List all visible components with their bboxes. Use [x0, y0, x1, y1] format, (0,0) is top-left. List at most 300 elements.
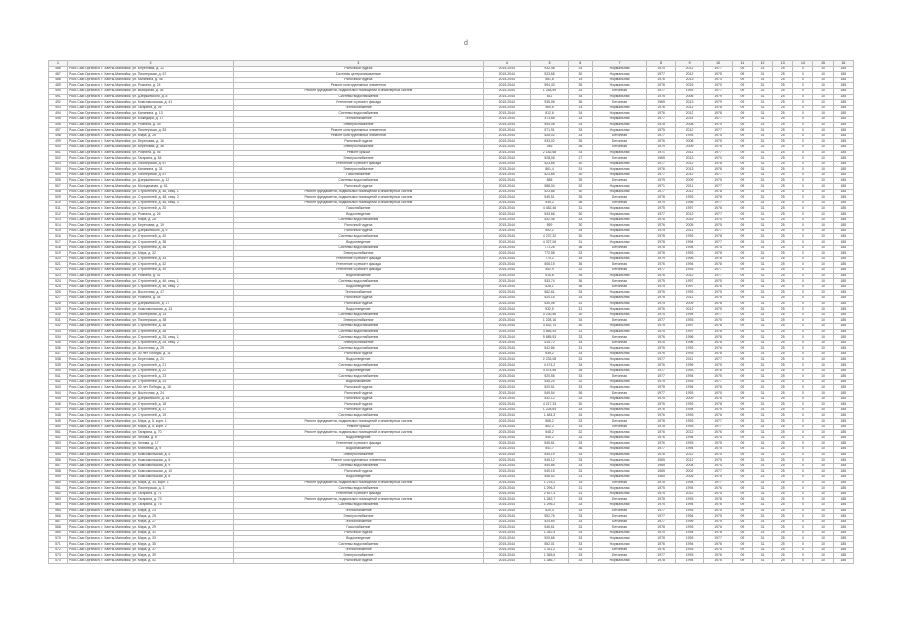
- value-cell: 31: [752, 396, 772, 402]
- value-cell: 31: [752, 463, 772, 469]
- value-cell: 185: [833, 295, 853, 301]
- address-cell: Росс.Сазг.Оргзнасп. г. Ханты-Мансийск, ул. Дзержинского, д. 34: [67, 396, 233, 402]
- row-number: 556: [49, 458, 68, 464]
- value-cell: 10: [813, 452, 833, 458]
- value-cell: 10: [813, 374, 833, 380]
- value-cell: 31: [752, 474, 772, 480]
- year-built-cell: 1976: [647, 290, 675, 296]
- work-type-cell: Электроснабжение: [234, 318, 483, 324]
- year-built-cell: 1978: [647, 122, 675, 128]
- value-cell: 09: [732, 553, 752, 559]
- code-cell: 34: [569, 318, 593, 324]
- state-cell: Нормальная: [592, 206, 647, 212]
- value-cell: 09: [732, 200, 752, 206]
- state-cell: Нормальная: [592, 458, 647, 464]
- value-cell: 25: [773, 200, 793, 206]
- value-cell: 10: [813, 122, 833, 128]
- value-cell: 185: [833, 161, 853, 167]
- year-built-cell: 1979: [647, 256, 675, 262]
- value-cell: 185: [833, 508, 853, 514]
- work-type-cell: Системы водоснабжения: [234, 312, 483, 318]
- row-number: 565: [49, 508, 68, 514]
- address-cell: Росс.Сазг.Оргзнасп. г. Ханты-Мансийск, ул. Рознина, д. 24: [67, 83, 233, 89]
- work-type-cell: Ремонт фундамента, подвальных помещений и инженерных систем: [234, 419, 483, 425]
- year-built-cell: 1975: [647, 228, 675, 234]
- value-cell: 185: [833, 458, 853, 464]
- address-cell: Росс.Сазг.Оргзнасп. г. Ханты-Мансийск, ул. Гагарина, д. 54: [67, 156, 233, 162]
- work-type-cell: Рыночный чудеса: [234, 402, 483, 408]
- value-cell: 25: [773, 245, 793, 251]
- address-cell: Росс.Сазг.Оргзнасп. г. Ханты-Мансийск, ул. Мира, д. 5, корп. 1: [67, 419, 233, 425]
- address-cell: Росс.Сазг.Оргзнасп. г. Ханты-Мансийск, ул. Строителей, д. 40: [67, 234, 233, 240]
- value-cell: 09: [732, 234, 752, 240]
- state-cell: Нормальная: [592, 150, 647, 156]
- value-cell: 31: [752, 139, 772, 145]
- code-cell: 30: [569, 234, 593, 240]
- value-cell: 0: [793, 530, 813, 536]
- row-number: 513: [49, 217, 68, 223]
- year-built-cell: 1975: [647, 530, 675, 536]
- year-built-cell: 1978: [647, 295, 675, 301]
- value-cell: 185: [833, 446, 853, 452]
- year-built-cell: 1976: [647, 139, 675, 145]
- row-number: 495: [49, 116, 68, 122]
- year-commission-cell: 1977: [704, 212, 732, 218]
- column-header: 9: [675, 61, 703, 67]
- value-cell: 0: [793, 446, 813, 452]
- state-cell: Нормальная: [592, 368, 647, 374]
- value-cell: 0: [793, 307, 813, 313]
- year-repair-cell: 2012: [675, 452, 703, 458]
- value-cell: 10: [813, 212, 833, 218]
- value-cell: 09: [732, 88, 752, 94]
- year-commission-cell: 1975: [704, 178, 732, 184]
- year-commission-cell: 1975: [704, 72, 732, 78]
- code-cell: 33: [569, 116, 593, 122]
- work-type-cell: Системы водоснабжения: [234, 234, 483, 240]
- value-cell: 25: [773, 307, 793, 313]
- year-repair-cell: 1994: [675, 502, 703, 508]
- area-cell: 588,04: [531, 184, 569, 190]
- code-cell: 31: [569, 206, 593, 212]
- area-cell: 546,61: [531, 525, 569, 531]
- value-cell: 31: [752, 514, 772, 520]
- value-cell: 185: [833, 105, 853, 111]
- row-number: 536: [49, 346, 68, 352]
- value-cell: 09: [732, 486, 752, 492]
- value-cell: 185: [833, 167, 853, 173]
- value-cell: 09: [732, 284, 752, 290]
- year-commission-cell: 1977: [704, 357, 732, 363]
- area-cell: 346: [531, 144, 569, 150]
- year-built-cell: 1965: [647, 463, 675, 469]
- value-cell: 10: [813, 385, 833, 391]
- value-cell: 09: [732, 273, 752, 279]
- value-cell: 10: [813, 558, 833, 564]
- year-repair-cell: 2011: [675, 184, 703, 190]
- code-cell: 33: [569, 441, 593, 447]
- value-cell: 31: [752, 72, 772, 78]
- value-cell: 31: [752, 206, 772, 212]
- value-cell: 09: [732, 413, 752, 419]
- address-cell: Росс.Сазг.Оргзнасп. г. Ханты-Мансийск, ул. Береговая, д. 21: [67, 357, 233, 363]
- code-cell: 30: [569, 312, 593, 318]
- area-cell: 528,06: [531, 156, 569, 162]
- value-cell: 185: [833, 279, 853, 285]
- value-cell: 25: [773, 363, 793, 369]
- state-cell: Бетонная: [592, 144, 647, 150]
- value-cell: 185: [833, 335, 853, 341]
- code-cell: 33: [569, 374, 593, 380]
- value-cell: 0: [793, 335, 813, 341]
- state-cell: Нормальная: [592, 407, 647, 413]
- row-number: 516: [49, 234, 68, 240]
- area-cell: 535,2: [531, 200, 569, 206]
- code-cell: 34: [569, 228, 593, 234]
- value-cell: 31: [752, 530, 772, 536]
- state-cell: Нормальная: [592, 357, 647, 363]
- value-cell: 185: [833, 128, 853, 134]
- year-repair-cell: 1993: [675, 379, 703, 385]
- address-cell: Росс.Сазг.Оргзнасп. г. Ханты-Мансийск, ул. Рознина, д. 26: [67, 212, 233, 218]
- state-cell: Нормальная: [592, 474, 647, 480]
- value-cell: 09: [732, 514, 752, 520]
- address-cell: Росс.Сазг.Оргзнасп. г. Ханты-Мансийск, ул. Строителей, д. 25, секц. 2: [67, 340, 233, 346]
- area-cell: 568,2: [531, 419, 569, 425]
- work-type-cell: Водоотведение: [234, 307, 483, 313]
- row-number: 538: [49, 357, 68, 363]
- code-cell: 27: [569, 156, 593, 162]
- year-commission-cell: 1978: [704, 385, 732, 391]
- code-cell: 33: [569, 251, 593, 257]
- row-number: 520: [49, 256, 68, 262]
- period-cell: 2015-2044: [483, 346, 530, 352]
- value-cell: 09: [732, 223, 752, 229]
- code-cell: 35: [569, 195, 593, 201]
- row-number: 502: [49, 156, 68, 162]
- code-cell: 31: [569, 240, 593, 246]
- value-cell: 0: [793, 200, 813, 206]
- area-cell: 932,48: [531, 66, 569, 72]
- work-type-cell: Водоотведение: [234, 212, 483, 218]
- state-cell: Нормальная: [592, 223, 647, 229]
- area-cell: 544,88: [531, 463, 569, 469]
- year-repair-cell: 1995: [675, 256, 703, 262]
- code-cell: 33: [569, 558, 593, 564]
- value-cell: 31: [752, 267, 772, 273]
- area-cell: 542,86: [531, 346, 569, 352]
- year-built-cell: 1978: [647, 558, 675, 564]
- period-cell: 2015-2044: [483, 133, 530, 139]
- row-number: 573: [49, 553, 68, 559]
- value-cell: 31: [752, 351, 772, 357]
- value-cell: 09: [732, 430, 752, 436]
- value-cell: 185: [833, 486, 853, 492]
- code-cell: 36: [569, 200, 593, 206]
- area-cell: 533,02: [531, 139, 569, 145]
- value-cell: 31: [752, 251, 772, 257]
- code-cell: 33: [569, 357, 593, 363]
- row-number: 531: [49, 318, 68, 324]
- area-cell: 1 296,2: [531, 502, 569, 508]
- value-cell: 25: [773, 83, 793, 89]
- value-cell: 0: [793, 100, 813, 106]
- code-cell: 33: [569, 469, 593, 475]
- state-cell: Нормальная: [592, 346, 647, 352]
- year-repair-cell: 1995: [675, 363, 703, 369]
- value-cell: 0: [793, 116, 813, 122]
- value-cell: 31: [752, 273, 772, 279]
- value-cell: 25: [773, 290, 793, 296]
- value-cell: 185: [833, 340, 853, 346]
- year-repair-cell: 1993: [675, 536, 703, 542]
- value-cell: 0: [793, 368, 813, 374]
- row-number: 511: [49, 206, 68, 212]
- area-cell: 541,7: [531, 446, 569, 452]
- value-cell: 0: [793, 273, 813, 279]
- period-cell: 2015-2044: [483, 267, 530, 273]
- year-repair-cell: 2006: [675, 94, 703, 100]
- value-cell: 0: [793, 228, 813, 234]
- address-cell: Росс.Сазг.Оргзнасп. г. Ханты-Мансийск, ул. Дзержинского, д. 17: [67, 301, 233, 307]
- value-cell: 09: [732, 195, 752, 201]
- value-cell: 09: [732, 396, 752, 402]
- work-type-cell: Теплоснабжение: [234, 116, 483, 122]
- period-cell: 2015-2044: [483, 150, 530, 156]
- year-built-cell: 1977: [647, 519, 675, 525]
- value-cell: 09: [732, 128, 752, 134]
- address-cell: Росс.Сазг.Оргзнасп. г. Ханты-Мансийск, ул. Комсомольская, д. 5: [67, 452, 233, 458]
- address-cell: Росс.Сазг.Оргзнасп. г. Ханты-Мансийск, ул. Калинина, д. 13: [67, 111, 233, 117]
- value-cell: 185: [833, 284, 853, 290]
- year-built-cell: 1976: [647, 111, 675, 117]
- year-commission-cell: 1976: [704, 323, 732, 329]
- value-cell: 09: [732, 419, 752, 425]
- year-built-cell: 1965: [647, 469, 675, 475]
- address-cell: Росс.Сазг.Оргзнасп. г. Ханты-Мансийск, ул. Гагарина, д. 71: [67, 491, 233, 497]
- area-cell: 811: [531, 94, 569, 100]
- row-number: 501: [49, 150, 68, 156]
- value-cell: 25: [773, 396, 793, 402]
- value-cell: 10: [813, 346, 833, 352]
- period-cell: 2015-2044: [483, 290, 530, 296]
- state-cell: Нормальная: [592, 402, 647, 408]
- period-cell: 2015-2044: [483, 251, 530, 257]
- state-cell: Нормальная: [592, 530, 647, 536]
- value-cell: 09: [732, 77, 752, 83]
- value-cell: 185: [833, 66, 853, 72]
- value-cell: 0: [793, 329, 813, 335]
- value-cell: 0: [793, 262, 813, 268]
- period-cell: 2015-2044: [483, 100, 530, 106]
- period-cell: 2015-2044: [483, 122, 530, 128]
- row-number: 526: [49, 290, 68, 296]
- area-cell: 4 237,32: [531, 234, 569, 240]
- value-cell: 10: [813, 413, 833, 419]
- value-cell: 09: [732, 122, 752, 128]
- value-cell: 185: [833, 452, 853, 458]
- value-cell: 09: [732, 329, 752, 335]
- row-number: 529: [49, 307, 68, 313]
- area-cell: 528,02: [531, 133, 569, 139]
- work-type-cell: Ремонт фундамента, подвальных помещений и инженерных систем: [234, 200, 483, 206]
- state-cell: Бетонная: [592, 340, 647, 346]
- value-cell: 31: [752, 111, 772, 117]
- area-cell: 771,26: [531, 245, 569, 251]
- code-cell: 31: [569, 486, 593, 492]
- area-cell: 544,08: [531, 122, 569, 128]
- year-repair-cell: 1993: [675, 424, 703, 430]
- value-cell: 31: [752, 357, 772, 363]
- address-cell: Росс.Сазг.Оргзнасп. г. Ханты-Мансийск, ул. Мира, д. 25: [67, 133, 233, 139]
- value-cell: 09: [732, 156, 752, 162]
- value-cell: 10: [813, 536, 833, 542]
- value-cell: 10: [813, 105, 833, 111]
- row-number: 561: [49, 486, 68, 492]
- year-built-cell: 1965: [647, 156, 675, 162]
- value-cell: 185: [833, 240, 853, 246]
- year-repair-cell: 1993: [675, 318, 703, 324]
- address-cell: Росс.Сазг.Оргзнасп. г. Ханты-Мансийск, ул. Комсомольская, д. 13: [67, 307, 233, 313]
- year-built-cell: 1975: [647, 284, 675, 290]
- year-commission-cell: 1975: [704, 435, 732, 441]
- row-number: 504: [49, 167, 68, 173]
- value-cell: 0: [793, 536, 813, 542]
- address-cell: Росс.Сазг.Оргзнасп. г. Ханты-Мансийск, ул. Пионерская, д. 3: [67, 486, 233, 492]
- value-cell: 25: [773, 217, 793, 223]
- value-cell: 185: [833, 318, 853, 324]
- value-cell: 31: [752, 486, 772, 492]
- value-cell: 31: [752, 66, 772, 72]
- value-cell: 185: [833, 245, 853, 251]
- value-cell: 09: [732, 111, 752, 117]
- work-type-cell: Водоснабжение: [234, 379, 483, 385]
- value-cell: 185: [833, 424, 853, 430]
- value-cell: 10: [813, 245, 833, 251]
- year-built-cell: 1976: [647, 441, 675, 447]
- year-built-cell: 1977: [647, 267, 675, 273]
- code-cell: 33: [569, 508, 593, 514]
- code-cell: 32: [569, 184, 593, 190]
- year-repair-cell: 2012: [675, 128, 703, 134]
- value-cell: 10: [813, 430, 833, 436]
- year-built-cell: 1976: [647, 363, 675, 369]
- year-built-cell: 1965: [647, 458, 675, 464]
- period-cell: 2015-2044: [483, 116, 530, 122]
- year-repair-cell: 1993: [675, 251, 703, 257]
- value-cell: 25: [773, 486, 793, 492]
- row-number: 540: [49, 368, 68, 374]
- column-header: 12: [752, 61, 772, 67]
- year-built-cell: 1976: [647, 307, 675, 313]
- work-type-cell: Системы централизованные: [234, 72, 483, 78]
- address-cell: Росс.Сазг.Оргзнасп. г. Ханты-Мансийск, ул. Божедара, д. 17: [67, 116, 233, 122]
- address-cell: Росс.Сазг.Оргзнасп. г. Ханты-Мансийск, ул. Береговая, д. 19: [67, 223, 233, 229]
- value-cell: 09: [732, 458, 752, 464]
- value-cell: 0: [793, 514, 813, 520]
- value-cell: 25: [773, 128, 793, 134]
- address-cell: Росс.Сазг.Оргзнасп. г. Ханты-Мансийск, ул. Строителей, д. 22: [67, 368, 233, 374]
- value-cell: 0: [793, 318, 813, 324]
- value-cell: 0: [793, 284, 813, 290]
- value-cell: 25: [773, 525, 793, 531]
- value-cell: 185: [833, 413, 853, 419]
- value-cell: 10: [813, 547, 833, 553]
- value-cell: 10: [813, 486, 833, 492]
- value-cell: 09: [732, 66, 752, 72]
- year-built-cell: 1975: [647, 206, 675, 212]
- area-cell: 520,66: [531, 536, 569, 542]
- year-built-cell: 1978: [647, 83, 675, 89]
- value-cell: 25: [773, 385, 793, 391]
- state-cell: Нормальная: [592, 128, 647, 134]
- year-commission-cell: 1978: [704, 111, 732, 117]
- value-cell: 0: [793, 189, 813, 195]
- address-cell: Росс.Сазг.Оргзнасп. г. Ханты-Мансийск, ул. Мира, д. 25: [67, 514, 233, 520]
- value-cell: 31: [752, 323, 772, 329]
- row-number: 487: [49, 72, 68, 78]
- work-type-cell: Рыночный чудеса: [234, 396, 483, 402]
- year-built-cell: 1975: [647, 379, 675, 385]
- value-cell: 31: [752, 385, 772, 391]
- value-cell: 185: [833, 525, 853, 531]
- value-cell: 25: [773, 105, 793, 111]
- code-cell: 33: [569, 335, 593, 341]
- value-cell: 31: [752, 458, 772, 464]
- value-cell: 10: [813, 195, 833, 201]
- code-cell: 14: [569, 77, 593, 83]
- period-cell: 2015-2044: [483, 206, 530, 212]
- year-built-cell: 1977: [647, 553, 675, 559]
- value-cell: 10: [813, 150, 833, 156]
- code-cell: 39: [569, 178, 593, 184]
- row-number: 530: [49, 312, 68, 318]
- address-cell: Росс.Сазг.Оргзнасп. г. Ханты-Мансийск, ул. Строителей, д. 20: [67, 206, 233, 212]
- address-cell: Росс.Сазг.Оргзнасп. г. Ханты-Мансийск, ул. Мира, д. 34, корп. 1: [67, 480, 233, 486]
- row-number: 489: [49, 83, 68, 89]
- value-cell: 185: [833, 77, 853, 83]
- work-type-cell: Газоснабжение: [234, 206, 483, 212]
- value-cell: 25: [773, 474, 793, 480]
- row-number: 549: [49, 419, 68, 425]
- value-cell: 25: [773, 441, 793, 447]
- area-cell: 772,58: [531, 251, 569, 257]
- state-cell: Нормальная: [592, 172, 647, 178]
- year-repair-cell: 2013: [675, 156, 703, 162]
- year-repair-cell: 2012: [675, 111, 703, 117]
- value-cell: 09: [732, 424, 752, 430]
- value-cell: 10: [813, 77, 833, 83]
- year-commission-cell: 1975: [704, 391, 732, 397]
- value-cell: 25: [773, 223, 793, 229]
- value-cell: 10: [813, 133, 833, 139]
- value-cell: 185: [833, 139, 853, 145]
- work-type-cell: Утепление и ремонт фасада: [234, 100, 483, 106]
- year-commission-cell: 1977: [704, 267, 732, 273]
- period-cell: 2015-2044: [483, 430, 530, 436]
- value-cell: 10: [813, 419, 833, 425]
- value-cell: 25: [773, 368, 793, 374]
- code-cell: 33: [569, 419, 593, 425]
- value-cell: 09: [732, 491, 752, 497]
- value-cell: 10: [813, 446, 833, 452]
- year-repair-cell: 1993: [675, 346, 703, 352]
- value-cell: 31: [752, 83, 772, 89]
- value-cell: 09: [732, 346, 752, 352]
- area-cell: 5 685,53: [531, 335, 569, 341]
- year-commission-cell: 1978: [704, 530, 732, 536]
- value-cell: 185: [833, 396, 853, 402]
